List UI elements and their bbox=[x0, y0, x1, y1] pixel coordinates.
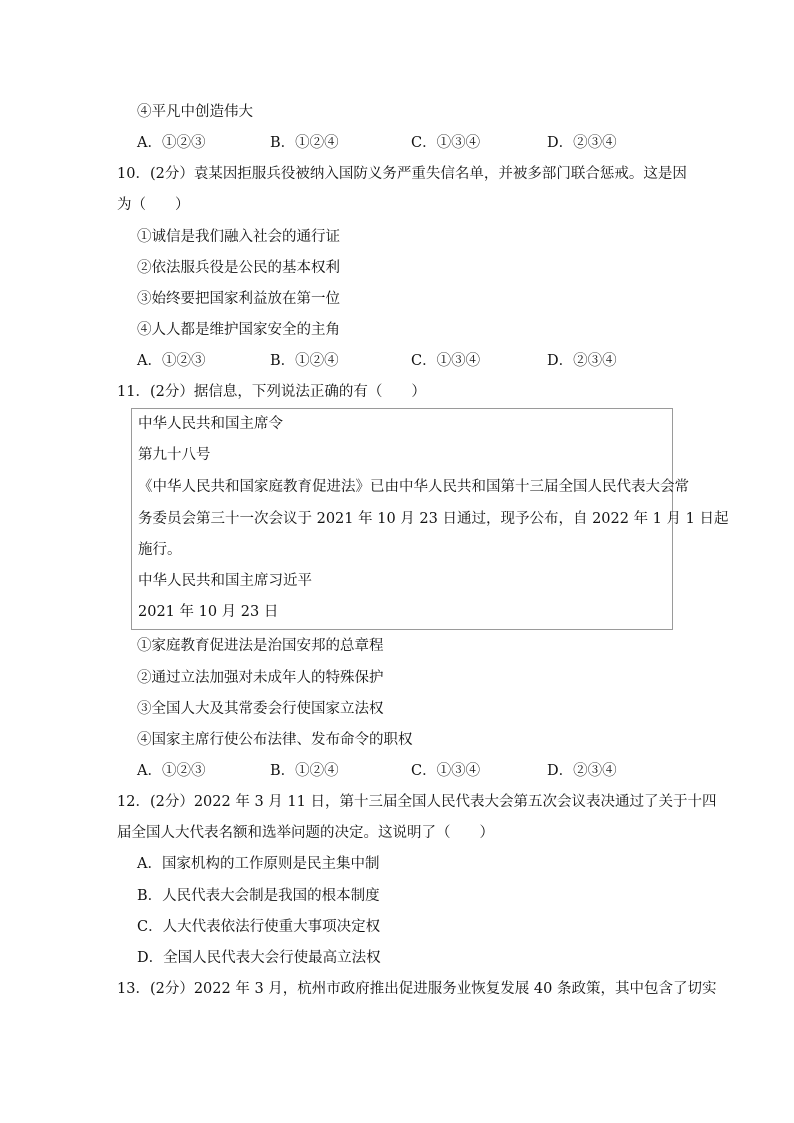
q10-stem-line-1: 10．(2分）袁某因拒服兵役被纳入国防义务严重失信名单，并被多部门联合惩戒。这是因 bbox=[117, 166, 687, 182]
q11-item-3: ③全国人大及其常委会行使国家立法权 bbox=[137, 701, 384, 717]
q11-option-d: D．②③④ bbox=[547, 763, 617, 779]
q11-item-2: ②通过立法加强对未成年人的特殊保护 bbox=[137, 670, 384, 686]
q10-stem-line-2: 为（ ） bbox=[117, 197, 190, 213]
q10-option-b: B．①②④ bbox=[270, 353, 339, 369]
q10-item-2: ②依法服兵役是公民的基本权利 bbox=[137, 260, 340, 276]
q10-option-a: A．①②③ bbox=[137, 353, 206, 369]
q11-options bbox=[137, 761, 657, 781]
q9-options bbox=[137, 133, 657, 153]
q11-item-1: ①家庭教育促进法是治国安邦的总章程 bbox=[137, 638, 384, 654]
q11-option-c: C．①③④ bbox=[411, 763, 481, 779]
q10-options bbox=[137, 351, 657, 371]
q13-stem-line-1: 13．(2分）2022 年 3 月，杭州市政府推出促进服务业恢复发展 40 条政策，其中包含了切实 bbox=[117, 981, 717, 997]
q11-option-b: B．①②④ bbox=[270, 763, 339, 779]
q9-option-c: C．①③④ bbox=[411, 135, 481, 151]
q11-stem-line-1: 11．(2分）据信息，下列说法正确的有（ ） bbox=[117, 384, 426, 400]
q11-box-line-1: 中华人民共和国主席令 bbox=[138, 416, 283, 432]
q12-option-d: D．全国人民代表大会行使最高立法权 bbox=[137, 950, 381, 966]
q10-item-3: ③始终要把国家利益放在第一位 bbox=[137, 291, 340, 307]
q11-box-line-5: 施行。 bbox=[138, 542, 182, 558]
q11-item-4: ④国家主席行使公布法律、发布命令的职权 bbox=[137, 732, 413, 748]
q12-option-b: B．人民代表大会制是我国的根本制度 bbox=[137, 888, 380, 904]
q12-stem-line-1: 12．(2分）2022 年 3 月 11 日，第十三届全国人民代表大会第五次会议表决通过了关于十四 bbox=[117, 794, 717, 810]
q10-option-d: D．②③④ bbox=[547, 353, 617, 369]
q11-box-line-4: 务委员会第三十一次会议于 2021 年 10 月 23 日通过，现予公布，自 2022 年 1 月 1 日起 bbox=[138, 511, 729, 527]
q10-item-4: ④人人都是维护国家安全的主角 bbox=[137, 322, 340, 338]
q12-stem-line-2: 届全国人大代表名额和选举问题的决定。这说明了（ ） bbox=[117, 825, 494, 841]
q11-box-line-7: 2021 年 10 月 23 日 bbox=[138, 604, 279, 620]
q9-option-b: B．①②④ bbox=[270, 135, 339, 151]
q9-item-4: ④平凡中创造伟大 bbox=[137, 104, 253, 120]
q11-option-a: A．①②③ bbox=[137, 763, 206, 779]
q10-item-1: ①诚信是我们融入社会的通行证 bbox=[137, 229, 340, 245]
q11-box-line-3: 《中华人民共和国家庭教育促进法》已由中华人民共和国第十三届全国人民代表大会常 bbox=[138, 479, 689, 495]
q12-option-c: C．人大代表依法行使重大事项决定权 bbox=[137, 919, 381, 935]
q9-option-d: D．②③④ bbox=[547, 135, 617, 151]
q11-box-line-2: 第九十八号 bbox=[138, 447, 211, 463]
q12-option-a: A．国家机构的工作原则是民主集中制 bbox=[137, 856, 380, 872]
q11-box-line-6: 中华人民共和国主席习近平 bbox=[138, 573, 312, 589]
q10-option-c: C．①③④ bbox=[411, 353, 481, 369]
q9-option-a: A．①②③ bbox=[137, 135, 206, 151]
